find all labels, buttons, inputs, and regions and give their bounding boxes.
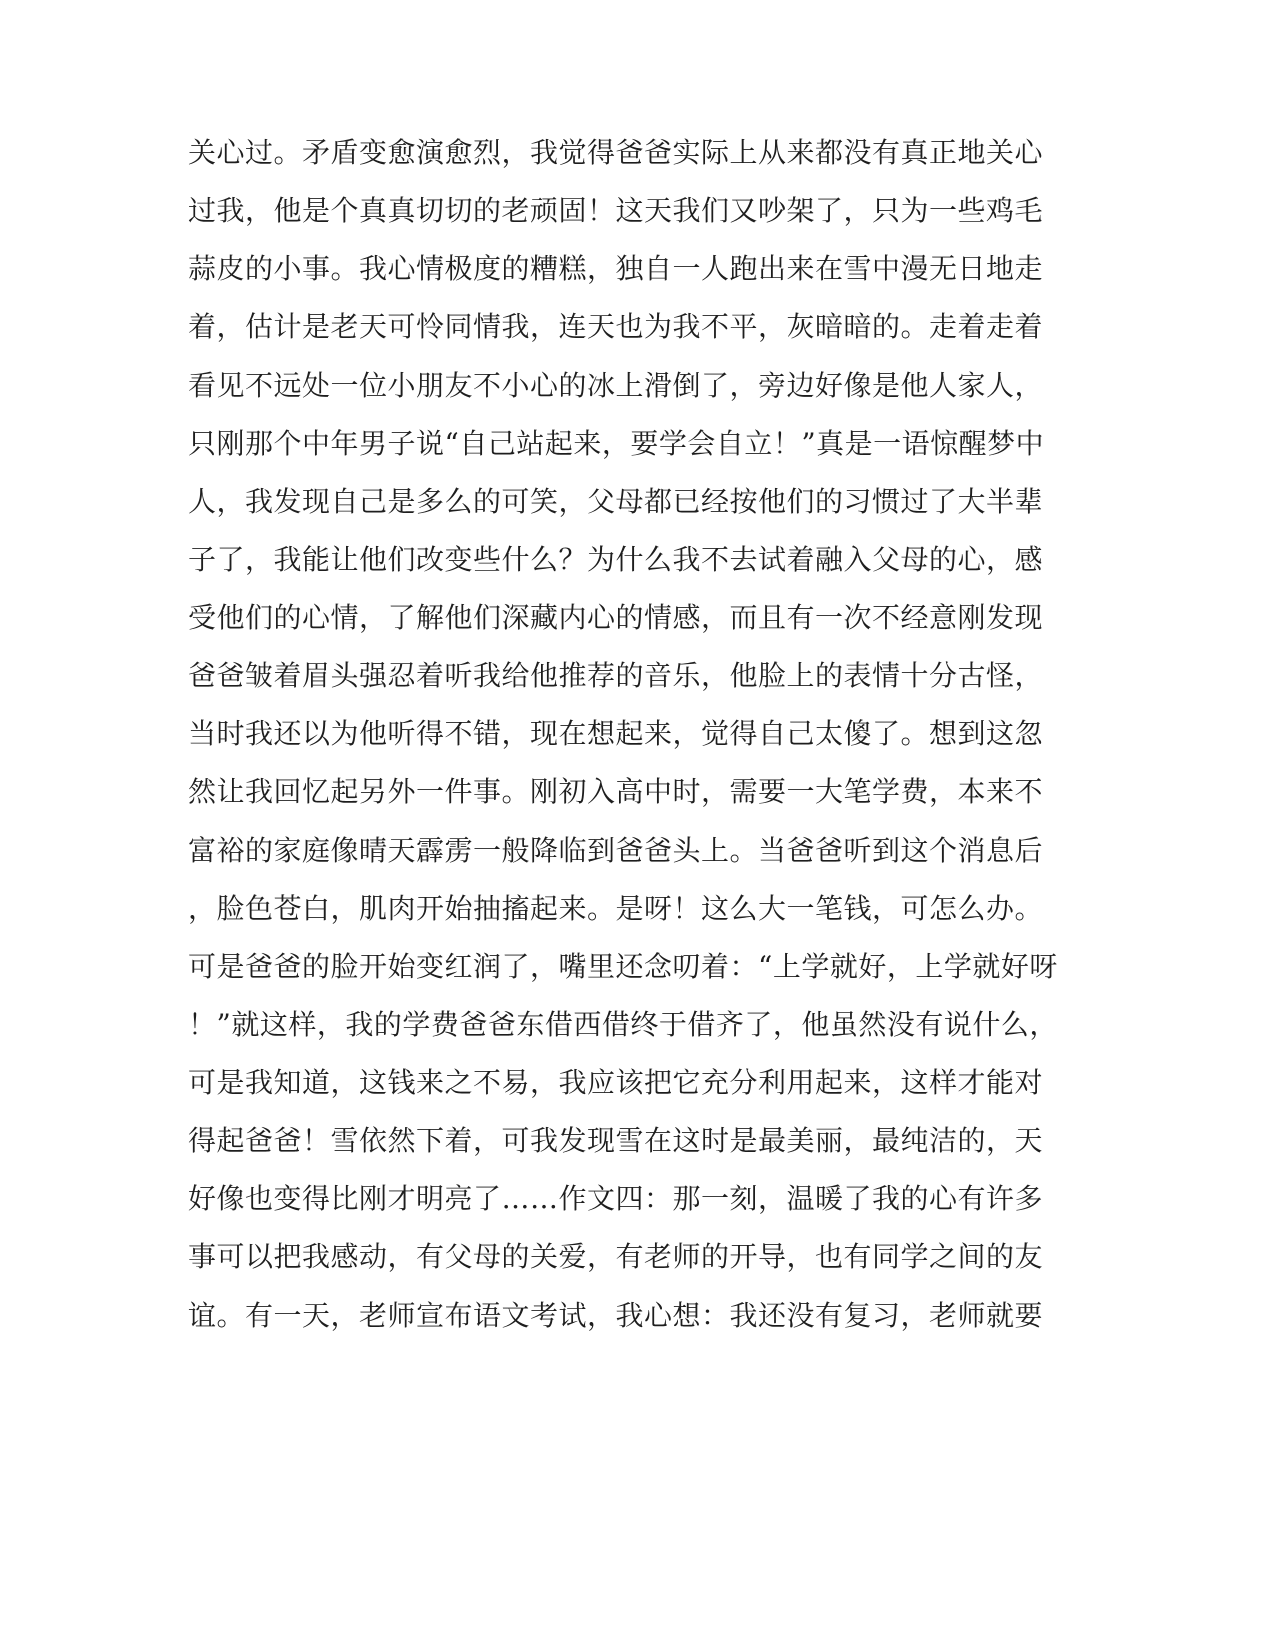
text-line: 人，我发现自己是多么的可笑，父母都已经按他们的习惯过了大半辈 [188, 485, 1044, 518]
text-line: 只刚那个中年男子说“自己站起来，要学会自立！”真是一语惊醒梦中 [188, 427, 1045, 460]
text-line: 富裕的家庭像晴天霹雳一般降临到爸爸头上。当爸爸听到这个消息后 [188, 834, 1044, 867]
text-line: 谊。有一天，老师宣布语文考试，我心想：我还没有复习，老师就要 [188, 1299, 1044, 1332]
text-line: 事可以把我感动，有父母的关爱，有老师的开导，也有同学之间的友 [188, 1240, 1044, 1273]
text-line: 受他们的心情，了解他们深藏内心的情感，而且有一次不经意刚发现 [188, 601, 1044, 634]
text-line: 当时我还以为他听得不错，现在想起来，觉得自己太傻了。想到这忽 [188, 717, 1044, 750]
text-line: 可是我知道，这钱来之不易，我应该把它充分利用起来，这样才能对 [188, 1066, 1044, 1099]
text-line: 得起爸爸！雪依然下着，可我发现雪在这时是最美丽，最纯洁的，天 [188, 1124, 1044, 1157]
text-line: 爸爸皱着眉头强忍着听我给他推荐的音乐，他脸上的表情十分古怪， [188, 659, 1044, 692]
text-line: 好像也变得比刚才明亮了……作文四：那一刻，温暖了我的心有许多 [188, 1182, 1044, 1215]
text-line: ，脸色苍白，肌肉开始抽搐起来。是呀！这么大一笔钱，可怎么办。 [188, 892, 1044, 925]
text-line: ！”就这样，我的学费爸爸东借西借终于借齐了，他虽然没有说什么， [188, 1008, 1058, 1041]
text-line: 关心过。矛盾变愈演愈烈，我觉得爸爸实际上从来都没有真正地关心 [188, 136, 1044, 169]
text-line: 然让我回忆起另外一件事。刚初入高中时，需要一大笔学费，本来不 [188, 775, 1044, 808]
text-line: 蒜皮的小事。我心情极度的糟糕，独自一人跑出来在雪中漫无日地走 [188, 252, 1044, 285]
text-line: 可是爸爸的脸开始变红润了，嘴里还念叨着：“上学就好，上学就好呀 [188, 950, 1058, 983]
text-line: 看见不远处一位小朋友不小心的冰上滑倒了，旁边好像是他人家人， [188, 369, 1044, 402]
text-line: 子了，我能让他们改变些什么？为什么我不去试着融入父母的心，感 [188, 543, 1044, 576]
text-line: 着，估计是老天可怜同情我，连天也为我不平，灰暗暗的。走着走着 [188, 310, 1044, 343]
text-line: 过我，他是个真真切切的老顽固！这天我们又吵架了，只为一些鸡毛 [188, 194, 1044, 227]
